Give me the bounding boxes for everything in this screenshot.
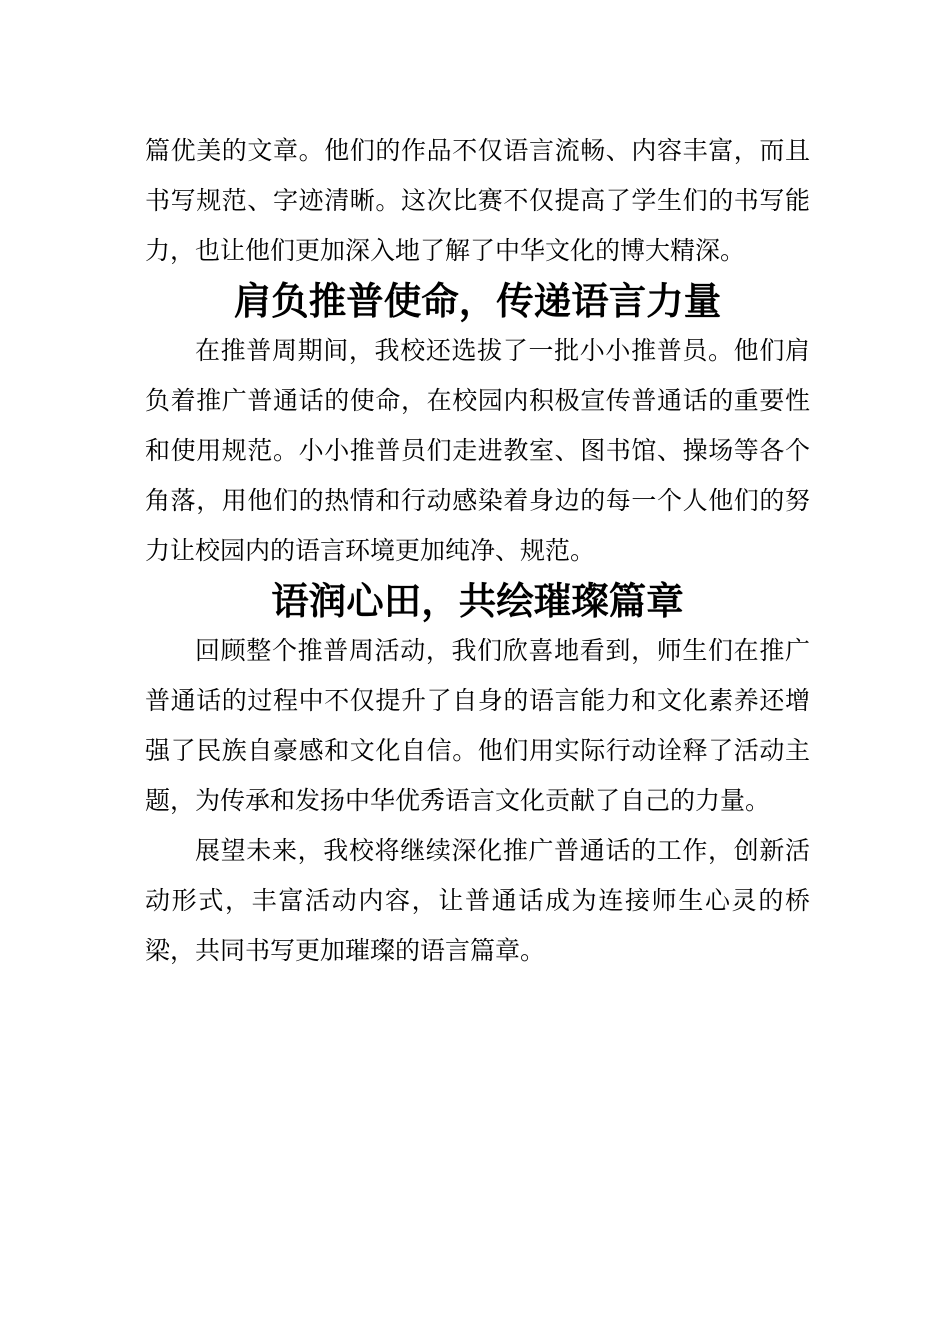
section-heading: 肩负推普使命，传递语言力量 bbox=[233, 279, 722, 323]
section-heading: 语润心田，共绘璀璨篇章 bbox=[271, 579, 684, 623]
body-paragraph: 回顾整个推普周活动，我们欣喜地看到，师生们在推广普通话的过程中不仅提升了自身的语言能力和文化素养还增强了民族自豪感和文化自信。他们用实际行动诠释了活动主题，为传承和发扬中华优秀语言文化贡献了自己的力量。 bbox=[145, 636, 810, 815]
document-body bbox=[145, 126, 810, 976]
body-paragraph: 在推普周期间，我校还选拔了一批小小推普员。他们肩负着推广普通话的使命，在校园内积极宣传普通话的重要性和使用规范。小小推普员们走进教室、图书馆、操场等各个角落，用他们的热情和行动感染着身边的每一个人他们的努力让校园内的语言环境更加纯净、规范。 bbox=[145, 336, 810, 565]
body-paragraph: 篇优美的文章。他们的作品不仅语言流畅、内容丰富，而且书写规范、字迹清晰。这次比赛不仅提高了学生们的书写能力，也让他们更加深入地了解了中华文化的博大精深。 bbox=[145, 136, 810, 265]
body-paragraph: 展望未来，我校将继续深化推广普通话的工作，创新活动形式，丰富活动内容，让普通话成为连接师生心灵的桥梁，共同书写更加璀璨的语言篇章。 bbox=[145, 836, 810, 965]
